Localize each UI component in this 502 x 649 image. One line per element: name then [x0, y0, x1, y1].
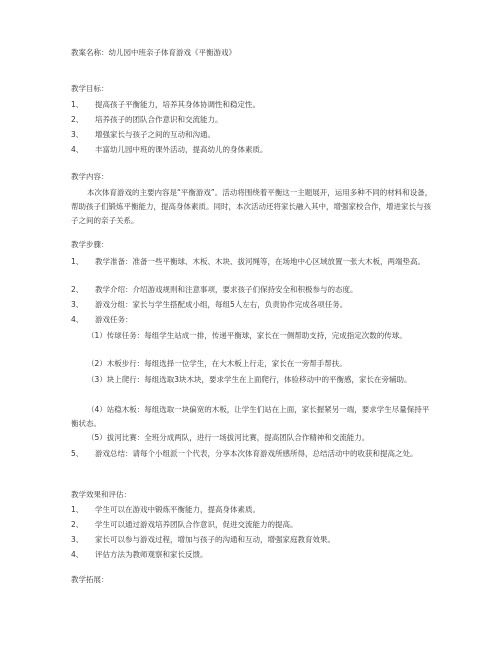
- goal-number: 4、: [71, 145, 84, 154]
- evaluation-text: 评估方法为教师观察和家长反馈。: [95, 550, 208, 559]
- step-number: 1、: [71, 257, 84, 266]
- goal-number: 1、: [71, 100, 84, 109]
- evaluation-text: 家长可以参与游戏过程，增加与孩子的沟通和互动，增强家庭教育效果。: [95, 535, 335, 544]
- step-number: 4、: [71, 315, 84, 324]
- goal-item: [71, 130, 431, 140]
- step-item: [71, 300, 431, 310]
- evaluation-heading: 教学效果和评估：: [71, 490, 131, 499]
- step-text: 游戏总结：请每个小组派一个代表，分享本次体育游戏所感所得，总结活动中的收获和提高之处。: [95, 449, 418, 458]
- task-item: （2）木板步行：每组选择一位学生，在大木板上行走，家长在一旁帮手帮扶。: [87, 359, 347, 368]
- evaluation-number: 2、: [71, 520, 84, 529]
- goal-item: [71, 145, 431, 155]
- task-item: （4）站稳木板：每组选取一块偏宽的木板，让学生们站在上面，家长握紧另一端，要求学生尽量保持平衡状态。: [71, 405, 430, 428]
- goal-text: 增强家长与孩子之间的互动和沟通。: [95, 130, 215, 139]
- step-number: 2、: [71, 285, 84, 294]
- steps-heading: 教学步骤：: [71, 240, 109, 249]
- evaluation-text: 学生可以通过游戏培养团队合作意识，促进交流能力的提高。: [95, 520, 298, 529]
- evaluation-text: 学生可以在游戏中锻炼平衡能力，提高身体素质。: [95, 505, 260, 514]
- goal-text: 提高孩子平衡能力，培养其身体协调性和稳定性。: [95, 100, 260, 109]
- goal-item: [71, 100, 431, 110]
- step-number: 5、: [71, 449, 84, 458]
- step-item: [71, 285, 431, 295]
- goals-heading: 教学目标：: [71, 84, 109, 93]
- task-item: （1）传球任务：每组学生站成一排，传递平衡球，家长在一侧帮助支持，完成指定次数的传球。: [87, 331, 407, 340]
- evaluation-number: 4、: [71, 550, 84, 559]
- content-paragraph: 本次体育游戏的主要内容是“平衡游戏”。活动将围绕着平衡这一主题展开，运用多种不同的材料和设备，帮助孩子们锻炼平衡能力，提高身体素质。同时，本次活动还将家长融入其中，增强家校合作，增进家长与孩子之间的亲子关系。: [71, 188, 433, 225]
- step-number: 3、: [71, 300, 84, 309]
- evaluation-item: [71, 505, 431, 515]
- goal-text: 丰富幼儿园中班的课外活动，提高幼儿的身体素质。: [95, 145, 268, 154]
- evaluation-item: [71, 520, 431, 530]
- extension-heading: 教学拓展：: [71, 575, 109, 584]
- evaluation-number: 1、: [71, 505, 84, 514]
- document-title: 教案名称：幼儿园中班亲子体育游戏《平衡游戏》: [71, 48, 236, 57]
- step-text: 游戏任务：: [95, 315, 133, 324]
- goal-number: 3、: [71, 130, 84, 139]
- goal-item: [71, 115, 431, 125]
- step-item: [71, 315, 431, 325]
- step-item: [71, 447, 431, 461]
- evaluation-number: 3、: [71, 535, 84, 544]
- step-text: 教学介绍：介绍游戏规则和注意事项，要求孩子们保持安全和积极参与的态度。: [95, 285, 358, 294]
- content-heading: 教学内容：: [71, 172, 109, 181]
- goal-text: 培养孩子的团队合作意识和交流能力。: [95, 115, 223, 124]
- task-item: （3）块上爬行：每组选取3块木块，要求学生在上面爬行，体验移动中的平衡感，家长在旁辅助。: [87, 375, 412, 384]
- task-item: （5）拔河比赛：全班分成两队，进行一场拔河比赛，提高团队合作精神和交流能力。: [87, 433, 370, 442]
- evaluation-item: [71, 550, 431, 560]
- step-text: 教学准备：准备一些平衡球、木板、木块、拔河绳等，在场地中心区域放置一张大木板，两端垫高。: [95, 257, 425, 266]
- step-text: 游戏分组：家长与学生搭配成小组，每组5人左右，负责协作完成各项任务。: [95, 300, 348, 309]
- step-item: [71, 255, 431, 269]
- evaluation-item: [71, 535, 431, 545]
- goal-number: 2、: [71, 115, 84, 124]
